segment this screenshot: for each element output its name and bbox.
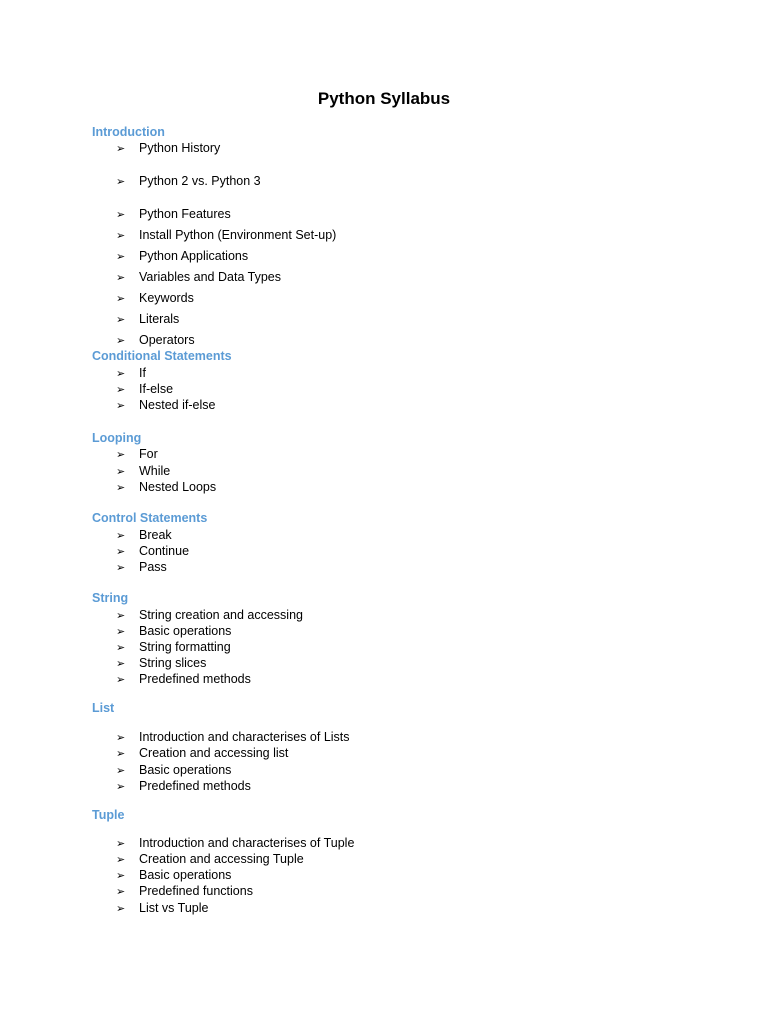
- list-item: [116, 365, 146, 382]
- list-item: [116, 140, 220, 157]
- section-heading-introduction: Introduction: [92, 125, 165, 139]
- list-item-label: Break: [139, 528, 172, 542]
- section-heading-list: List: [92, 701, 115, 715]
- list-item-label: Introduction and characterises of Tuple: [139, 836, 355, 850]
- arrow-bullet-icon: ➢: [116, 657, 126, 670]
- list-item: [116, 543, 189, 560]
- list-item: [116, 446, 158, 463]
- list-item-label: Basic operations: [139, 763, 232, 777]
- section-heading-tuple: Tuple: [92, 808, 125, 822]
- list-item: [116, 835, 354, 852]
- list-item: [116, 655, 206, 672]
- arrow-bullet-icon: ➢: [116, 837, 126, 850]
- list-item: [116, 867, 231, 884]
- list-item: [116, 778, 251, 795]
- arrow-bullet-icon: ➢: [116, 334, 126, 347]
- list-item-label: String formatting: [139, 640, 231, 654]
- document-title: Python Syllabus: [317, 89, 451, 108]
- list-item-label: Python Applications: [139, 249, 249, 263]
- list-item-label: Creation and accessing Tuple: [139, 852, 304, 866]
- list-item-label: Pass: [139, 560, 167, 574]
- arrow-bullet-icon: ➢: [116, 175, 126, 188]
- list-item: [116, 623, 231, 640]
- list-item-label: Operators: [139, 333, 195, 347]
- arrow-bullet-icon: ➢: [116, 271, 126, 284]
- list-item-label: Python History: [139, 141, 221, 155]
- list-item: [116, 227, 336, 244]
- list-item-label: Introduction and characterises of Lists: [139, 730, 350, 744]
- arrow-bullet-icon: ➢: [116, 292, 126, 305]
- arrow-bullet-icon: ➢: [116, 529, 126, 542]
- list-item-label: Creation and accessing list: [139, 746, 289, 760]
- list-item-label: If: [139, 366, 146, 380]
- list-item: [116, 269, 281, 286]
- list-item: [116, 173, 261, 190]
- list-item-label: List vs Tuple: [139, 901, 209, 915]
- list-item: [116, 463, 170, 480]
- arrow-bullet-icon: ➢: [116, 731, 126, 744]
- section-heading-looping: Looping: [92, 431, 142, 445]
- list-item-label: Variables and Data Types: [139, 270, 281, 284]
- arrow-bullet-icon: ➢: [116, 902, 126, 915]
- list-item-label: Continue: [139, 544, 190, 558]
- list-item: [116, 332, 195, 349]
- list-item: [116, 745, 288, 762]
- arrow-bullet-icon: ➢: [116, 142, 126, 155]
- list-item: [116, 206, 231, 223]
- arrow-bullet-icon: ➢: [116, 869, 126, 882]
- list-item-label: While: [139, 464, 171, 478]
- arrow-bullet-icon: ➢: [116, 481, 126, 494]
- arrow-bullet-icon: ➢: [116, 625, 126, 638]
- arrow-bullet-icon: ➢: [116, 367, 126, 380]
- arrow-bullet-icon: ➢: [116, 609, 126, 622]
- arrow-bullet-icon: ➢: [116, 545, 126, 558]
- list-item: [116, 559, 167, 576]
- list-item-label: String creation and accessing: [139, 608, 303, 622]
- arrow-bullet-icon: ➢: [116, 465, 126, 478]
- list-item: [116, 311, 179, 328]
- arrow-bullet-icon: ➢: [116, 673, 126, 686]
- list-item: [116, 290, 194, 307]
- list-item: [116, 900, 208, 917]
- list-item: [116, 381, 173, 398]
- list-item-label: Python 2 vs. Python 3: [139, 174, 261, 188]
- arrow-bullet-icon: ➢: [116, 764, 126, 777]
- list-item-label: Predefined methods: [139, 672, 251, 686]
- arrow-bullet-icon: ➢: [116, 208, 126, 221]
- arrow-bullet-icon: ➢: [116, 399, 126, 412]
- arrow-bullet-icon: ➢: [116, 853, 126, 866]
- arrow-bullet-icon: ➢: [116, 885, 126, 898]
- list-item: [116, 607, 303, 624]
- list-item-label: Install Python (Environment Set-up): [139, 228, 337, 242]
- list-item-label: Basic operations: [139, 624, 232, 638]
- list-item: [116, 479, 216, 496]
- list-item-label: Nested Loops: [139, 480, 217, 494]
- arrow-bullet-icon: ➢: [116, 313, 126, 326]
- arrow-bullet-icon: ➢: [116, 747, 126, 760]
- list-item-label: Basic operations: [139, 868, 232, 882]
- list-item-label: Nested if-else: [139, 398, 216, 412]
- list-item-label: Python Features: [139, 207, 231, 221]
- arrow-bullet-icon: ➢: [116, 448, 126, 461]
- list-item: [116, 527, 172, 544]
- list-item-label: Literals: [139, 312, 180, 326]
- section-heading-conditional-statements: Conditional Statements: [92, 349, 232, 363]
- arrow-bullet-icon: ➢: [116, 641, 126, 654]
- list-item-label: Predefined methods: [139, 779, 251, 793]
- list-item-label: Predefined functions: [139, 884, 253, 898]
- section-heading-string: String: [92, 591, 129, 605]
- list-item: [116, 762, 231, 779]
- arrow-bullet-icon: ➢: [116, 250, 126, 263]
- list-item: [116, 851, 304, 868]
- arrow-bullet-icon: ➢: [116, 383, 126, 396]
- arrow-bullet-icon: ➢: [116, 561, 126, 574]
- section-heading-control-statements: Control Statements: [92, 511, 208, 525]
- list-item: [116, 248, 248, 265]
- list-item: [116, 639, 231, 656]
- list-item-label: If-else: [139, 382, 174, 396]
- list-item-label: For: [139, 447, 158, 461]
- arrow-bullet-icon: ➢: [116, 229, 126, 242]
- arrow-bullet-icon: ➢: [116, 780, 126, 793]
- list-item-label: String slices: [139, 656, 207, 670]
- list-item: [116, 729, 350, 746]
- list-item: [116, 397, 215, 414]
- list-item: [116, 883, 253, 900]
- list-item: [116, 671, 251, 688]
- list-item-label: Keywords: [139, 291, 194, 305]
